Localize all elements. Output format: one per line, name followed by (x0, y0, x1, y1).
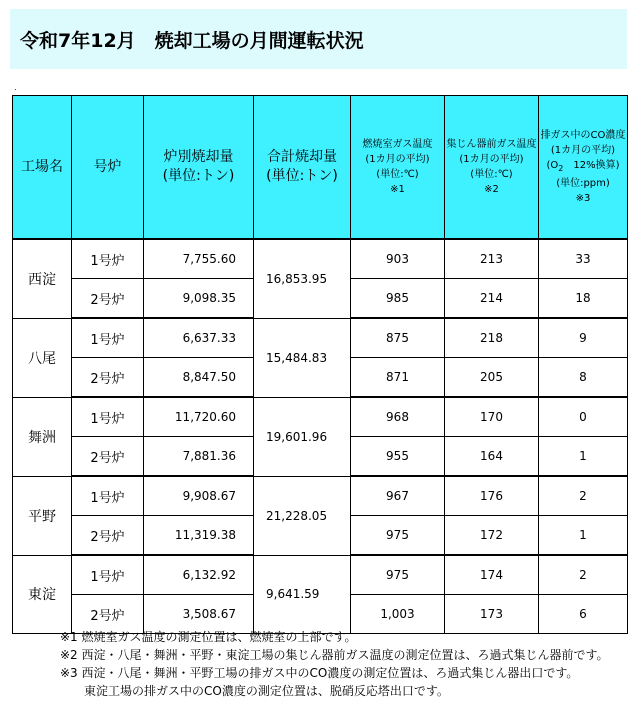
amount-cell: 7,755.60 (144, 239, 254, 279)
co-cell: 9 (539, 318, 628, 358)
furnace-cell: 2号炉 (72, 516, 144, 556)
header-furnace: 号炉 (72, 96, 144, 240)
co-cell: 1 (539, 516, 628, 556)
table-row (13, 239, 628, 279)
furnace-cell: 1号炉 (72, 397, 144, 437)
amount-cell: 3,508.67 (144, 595, 254, 634)
table-row (13, 397, 628, 437)
dust-temp-cell: 173 (445, 595, 539, 634)
furnace-cell: 2号炉 (72, 279, 144, 319)
operation-table (12, 95, 628, 634)
plant-name: 東淀 (13, 555, 72, 634)
dust-temp-cell: 214 (445, 279, 539, 319)
amount-cell: 9,908.67 (144, 476, 254, 516)
mark: . (14, 83, 17, 92)
dust-temp-cell: 172 (445, 516, 539, 556)
amount-cell: 6,132.92 (144, 555, 254, 595)
page-title-bar (10, 9, 627, 69)
footnote-1: ※1 燃焼室ガス温度の測定位置は、燃焼室の上部です。 (60, 630, 357, 644)
furnace-cell: 1号炉 (72, 318, 144, 358)
dust-temp-cell: 218 (445, 318, 539, 358)
combustion-temp-cell: 968 (351, 397, 445, 437)
amount-cell: 9,098.35 (144, 279, 254, 319)
total-cell: 9,641.59 (254, 555, 351, 634)
total-cell: 16,853.95 (254, 239, 351, 318)
dust-temp-cell: 176 (445, 476, 539, 516)
plant-name: 舞洲 (13, 397, 72, 476)
dust-temp-cell: 174 (445, 555, 539, 595)
total-cell: 19,601.96 (254, 397, 351, 476)
dust-temp-cell: 164 (445, 437, 539, 477)
header-plant: 工場名 (13, 96, 72, 240)
amount-cell: 8,847.50 (144, 358, 254, 398)
amount-cell: 11,319.38 (144, 516, 254, 556)
combustion-temp-cell: 985 (351, 279, 445, 319)
combustion-temp-cell: 903 (351, 239, 445, 279)
combustion-temp-cell: 1,003 (351, 595, 445, 634)
header-dust-collector-temp: 集じん器前ガス温度 (1カ月の平均) (単位:℃) ※2 (445, 96, 539, 240)
amount-cell: 7,881.36 (144, 437, 254, 477)
header-combustion-temp: 燃焼室ガス温度 (1カ月の平均) (単位:℃) ※1 (351, 96, 445, 240)
page-title: 令和7年12月 焼却工場の月間運転状況 (20, 29, 364, 52)
amount-cell: 6,637.33 (144, 318, 254, 358)
footnotes (60, 628, 609, 700)
table-row (13, 318, 628, 358)
co-cell: 2 (539, 555, 628, 595)
plant-name: 八尾 (13, 318, 72, 397)
combustion-temp-cell: 871 (351, 358, 445, 398)
furnace-cell: 1号炉 (72, 555, 144, 595)
footnote-2: ※2 西淀・八尾・舞洲・平野・東淀工場の集じん器前ガス温度の測定位置は、ろ過式集じん器前です。 (60, 648, 609, 662)
table-row (13, 476, 628, 516)
amount-cell: 11,720.60 (144, 397, 254, 437)
combustion-temp-cell: 875 (351, 318, 445, 358)
table-row (13, 555, 628, 595)
furnace-cell: 1号炉 (72, 239, 144, 279)
co-cell: 0 (539, 397, 628, 437)
furnace-cell: 2号炉 (72, 595, 144, 634)
footnote-3: ※3 西淀・八尾・舞洲・平野工場の排ガス中のCO濃度の測定位置は、ろ過式集じん器出口です。 (60, 666, 579, 680)
dust-temp-cell: 170 (445, 397, 539, 437)
plant-name: 平野 (13, 476, 72, 555)
dust-temp-cell: 205 (445, 358, 539, 398)
furnace-cell: 1号炉 (72, 476, 144, 516)
co-cell: 1 (539, 437, 628, 477)
combustion-temp-cell: 975 (351, 516, 445, 556)
total-cell: 21,228.05 (254, 476, 351, 555)
furnace-cell: 2号炉 (72, 437, 144, 477)
header-incineration: 炉別焼却量 (単位:トン) (144, 96, 254, 240)
header-row (13, 96, 628, 240)
plant-name: 西淀 (13, 239, 72, 318)
footnote-3-continued: 東淀工場の排ガス中のCO濃度の測定位置は、脱硝反応塔出口です。 (84, 684, 449, 698)
combustion-temp-cell: 955 (351, 437, 445, 477)
dust-temp-cell: 213 (445, 239, 539, 279)
combustion-temp-cell: 967 (351, 476, 445, 516)
co-cell: 33 (539, 239, 628, 279)
co-cell: 8 (539, 358, 628, 398)
header-co-concentration: 排ガス中のCO濃度 (1カ月の平均) ($O_2$ 12%換算) (単位:ppm) ※3 (539, 96, 628, 240)
total-cell: 15,484.83 (254, 318, 351, 397)
co-cell: 6 (539, 595, 628, 634)
combustion-temp-cell: 975 (351, 555, 445, 595)
furnace-cell: 2号炉 (72, 358, 144, 398)
co-cell: 2 (539, 476, 628, 516)
co-cell: 18 (539, 279, 628, 319)
header-total: 合計焼却量 (単位:トン) (254, 96, 351, 240)
